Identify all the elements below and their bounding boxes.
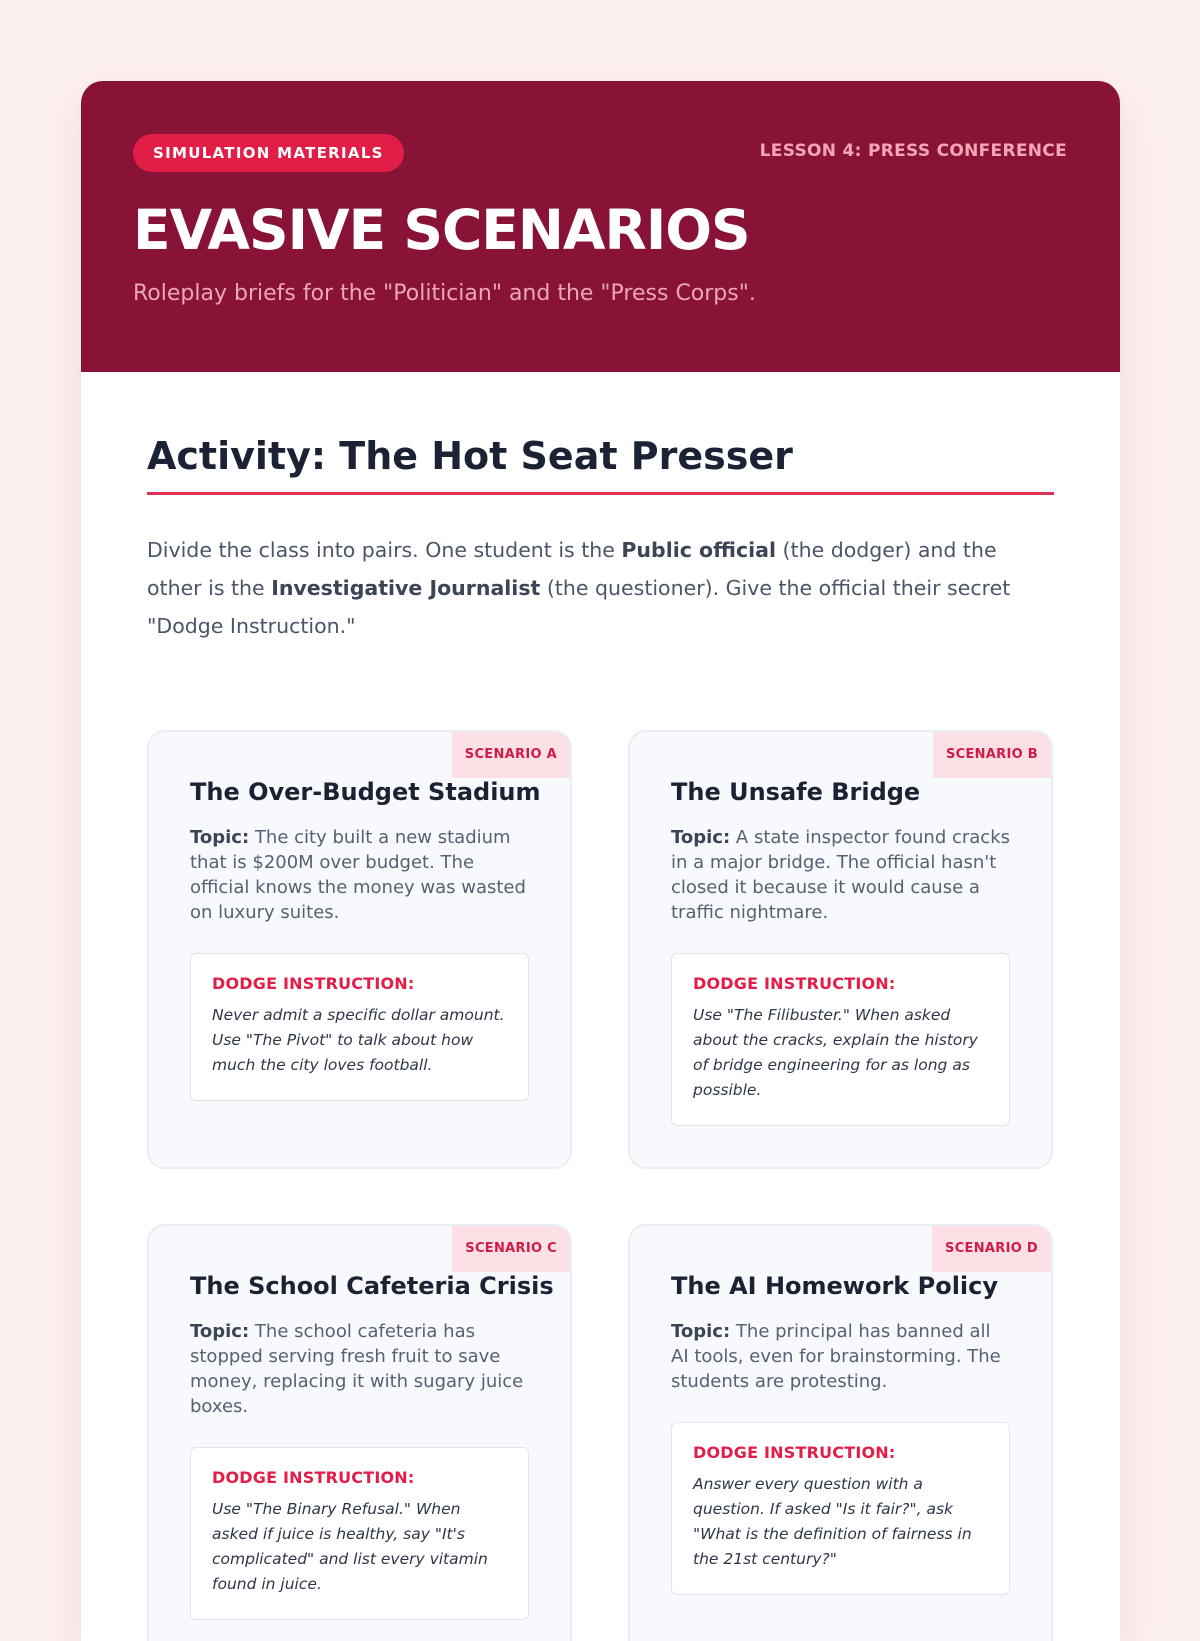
dodge-instruction-box	[671, 1422, 1010, 1595]
topic-label: Topic:	[190, 827, 250, 848]
topic-text: A state inspector found cracks in a major bridge. The official hasn't closed it because it would cause a traffic nightmare.	[671, 827, 1010, 923]
topic-text: The city built a new stadium that is $200M over budget. The official knows the money was wasted on luxury suites.	[190, 827, 526, 923]
scenario-tag: SCENARIO B	[933, 732, 1051, 778]
scenario-card-c	[147, 1224, 572, 1641]
scenario-topic	[671, 825, 1010, 925]
topic-label: Topic:	[671, 827, 731, 848]
dodge-instruction-box	[190, 1447, 529, 1620]
page-title: EVASIVE SCENARIOS	[133, 198, 750, 262]
scenario-card-a	[147, 730, 572, 1169]
dodge-instruction-label: DODGE INSTRUCTION:	[693, 974, 896, 993]
intro-text: Divide the class into pairs. One student is the	[147, 538, 622, 562]
intro-text: (the dodger) and the other is the	[147, 538, 997, 600]
intro-text: (the questioner). Give the official their secret "Dodge Instruction."	[147, 576, 1011, 638]
scenario-title: The AI Homework Policy	[671, 1272, 999, 1300]
scenario-topic	[190, 825, 529, 925]
activity-title: Activity: The Hot Seat Presser	[147, 372, 1054, 495]
dodge-instruction-label: DODGE INSTRUCTION:	[212, 974, 415, 993]
scenario-title: The School Cafeteria Crisis	[190, 1272, 554, 1300]
scenario-topic	[671, 1319, 1010, 1394]
page-subtitle: Roleplay briefs for the "Politician" and the "Press Corps".	[133, 281, 756, 306]
scenario-tag: SCENARIO C	[452, 1226, 570, 1272]
topic-label: Topic:	[190, 1321, 250, 1342]
simulation-materials-badge: SIMULATION MATERIALS	[133, 134, 404, 172]
intro-role-journalist: Investigative Journalist	[271, 576, 541, 600]
activity-intro	[147, 531, 1054, 645]
dodge-instruction-text: Use "The Binary Refusal." When asked if juice is healthy, say "It's complicated" and list every vitamin found in juice.	[212, 1500, 488, 1593]
header-banner	[81, 81, 1120, 372]
dodge-instruction-label: DODGE INSTRUCTION:	[212, 1468, 415, 1487]
dodge-instruction-text: Use "The Filibuster." When asked about the cracks, explain the history of bridge engineering for as long as possible.	[693, 1006, 978, 1099]
intro-role-official: Public official	[621, 538, 777, 562]
scenario-grid	[147, 730, 1054, 1641]
scenario-card-b	[628, 730, 1053, 1169]
scenario-card-d	[628, 1224, 1053, 1641]
dodge-instruction-text: Answer every question with a question. If asked "Is it fair?", ask "What is the definition of fairness in the 21st century?"	[693, 1475, 972, 1568]
scenario-tag: SCENARIO A	[452, 732, 570, 778]
topic-text: The principal has banned all AI tools, even for brainstorming. The students are protesting.	[671, 1321, 1001, 1392]
topic-label: Topic:	[671, 1321, 731, 1342]
dodge-instruction-box	[671, 953, 1010, 1126]
scenario-topic	[190, 1319, 529, 1419]
topic-text: The school cafeteria has stopped serving fresh fruit to save money, replacing it with sugary juice boxes.	[190, 1321, 524, 1417]
main-content	[147, 372, 1054, 1641]
dodge-instruction-label: DODGE INSTRUCTION:	[693, 1443, 896, 1462]
dodge-instruction-box	[190, 953, 529, 1101]
scenario-title: The Unsafe Bridge	[671, 778, 921, 806]
scenario-tag: SCENARIO D	[932, 1226, 1051, 1272]
worksheet-card	[81, 81, 1120, 1641]
dodge-instruction-text: Never admit a specific dollar amount. Use "The Pivot" to talk about how much the city loves football.	[212, 1006, 505, 1074]
lesson-label: LESSON 4: PRESS CONFERENCE	[759, 141, 1067, 161]
scenario-title: The Over-Budget Stadium	[190, 778, 541, 806]
